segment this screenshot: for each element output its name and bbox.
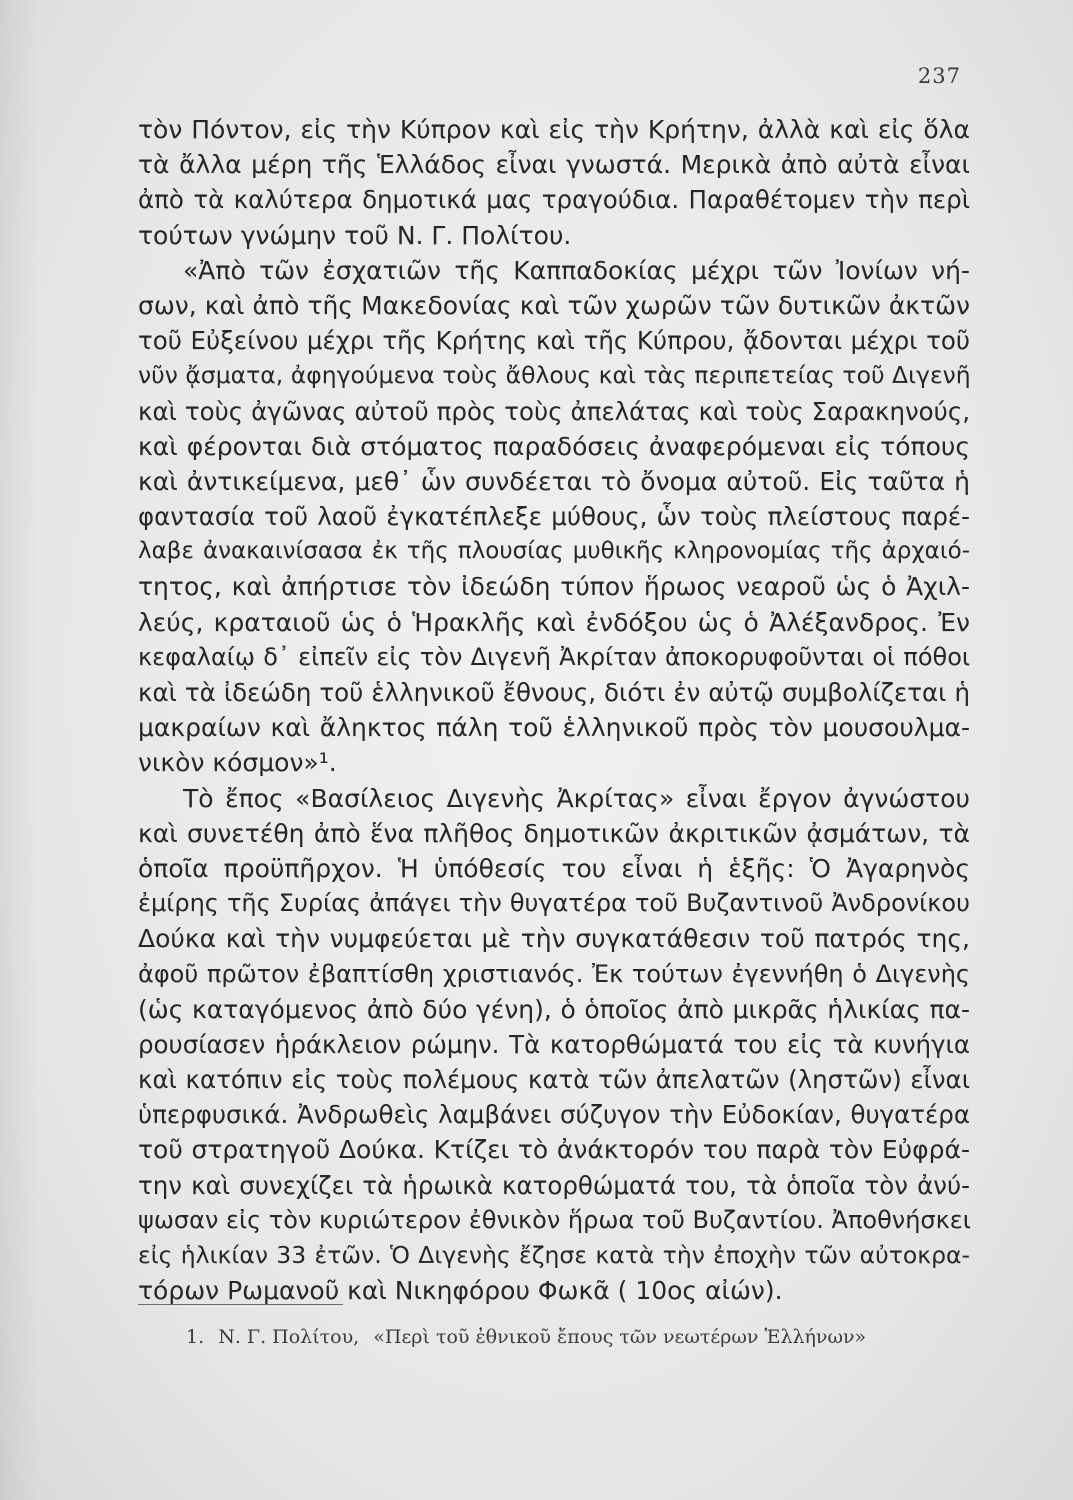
text-line: ρουσίασεν ἡράκλειον ρώμην. Τὰ κατορθώματά του εἰς τὰ κυνήγια — [138, 1029, 970, 1059]
text-line: Τὸ ἔπος «Βασίλειος Διγενὴς Ἀκρίτας» εἶναι ἔργον ἀγνώστου — [183, 783, 970, 813]
text-line: εἰς ἡλικίαν 33 ἐτῶν. Ὁ Διγενὴς ἔζησε κατὰ τὴν ἐποχὴν τῶν αὐτοκρα- — [138, 1241, 970, 1269]
text-line: καὶ φέρονται διὰ στόματος παραδόσεις ἀναφερόμεναι εἰς τόπους — [138, 431, 970, 461]
text-line: φαντασία τοῦ λαοῦ ἐγκατέπλεξε μύθους, ὧν τοὺς πλείστους παρέ- — [138, 502, 970, 532]
text-line: ὁποῖα προϋπῆρχον. Ἡ ὑπόθεσίς του εἶναι ἡ ἑξῆς: Ὁ Ἀγαρηνὸς — [138, 853, 970, 883]
footnote — [186, 1326, 866, 1348]
text-line: ὑπερφυσικά. Ἀνδρωθεὶς λαμβάνει σύζυγον τὴν Εὐδοκίαν, θυγατέρα — [138, 1100, 970, 1130]
text-line: καὶ ἀντικείμενα, μεθ᾽ ὧν συνδέεται τὸ ὄνομα αὐτοῦ. Εἰς ταῦτα ἡ — [138, 466, 970, 496]
body-text — [138, 112, 970, 1308]
text-line: λαβε ἀνακαινίσασα ἐκ τῆς πλουσίας μυθικῆς κληρονομίας τῆς ἀρχαιό- — [138, 538, 970, 565]
text-line: καὶ κατόπιν εἰς τοὺς πολέμους κατὰ τῶν ἀπελατῶν (ληστῶν) εἶναι — [138, 1065, 970, 1095]
text-line: ἀφοῦ πρῶτον ἐβαπτίσθη χριστιανός. Ἐκ τούτων ἐγεννήθη ὁ Διγενὴς — [138, 959, 970, 988]
text-line: τὰ ἄλλα μέρη τῆς Ἑλλάδος εἶναι γνωστά. Μερικὰ ἀπὸ αὐτὰ εἶναι — [138, 150, 970, 180]
text-line: τὸν Πόντον, εἰς τὴν Κύπρον καὶ εἰς τὴν Κρήτην, ἀλλὰ καὶ εἰς ὅλα — [138, 115, 970, 144]
text-line: καὶ συνετέθη ἀπὸ ἕνα πλῆθος δημοτικῶν ἀκριτικῶν ᾀσμάτων, τὰ — [138, 818, 970, 848]
footnote-author: Ν. Γ. Πολίτου, — [218, 1326, 360, 1348]
text-line: τοῦ Εὐξείνου μέχρι τῆς Κρήτης καὶ τῆς Κύπρου, ᾄδονται μέχρι τοῦ — [138, 326, 970, 356]
text-line: μακραίων καὶ ἄληκτος πάλη τοῦ ἑλληνικοῦ πρὸς τὸν μουσουλμα- — [138, 713, 970, 743]
text-line: τόρων Ρωμανοῦ καὶ Νικηφόρου Φωκᾶ ( 10ος αἰών). — [138, 1276, 783, 1306]
text-line: λεύς, κραταιοῦ ὡς ὁ Ἡρακλῆς καὶ ἐνδόξου ὡς ὁ Ἀλέξανδρος. Ἐν — [138, 607, 970, 637]
page-edge-shadow — [0, 0, 40, 1500]
text-line: σων, καὶ ἀπὸ τῆς Μακεδονίας καὶ τῶν χωρῶν τῶν δυτικῶν ἀκτῶν — [138, 290, 970, 320]
footnote-title: «Περὶ τοῦ ἐθνικοῦ ἔπους τῶν νεωτέρων Ἑλλήνων» — [373, 1326, 867, 1348]
text-line: καὶ τοὺς ἀγῶνας αὐτοῦ πρὸς τοὺς ἀπελάτας καὶ τοὺς Σαρακηνούς, — [138, 396, 970, 426]
text-line: ἐμίρης τῆς Συρίας ἀπάγει τὴν θυγατέρα τοῦ Βυζαντινοῦ Ἀνδρονίκου — [138, 889, 970, 918]
text-line: Δούκα καὶ τὴν νυμφεύεται μὲ τὴν συγκατάθεσιν τοῦ πατρός της, — [138, 924, 970, 954]
text-line: ἀπὸ τὰ καλύτερα δημοτικά μας τραγούδια. Παραθέτομεν τὴν περὶ — [138, 185, 970, 215]
text-line: την καὶ συνεχίζει τὰ ἡρωικὰ κατορθώματά του, τὰ ὁποῖα τὸν ἀνύ- — [138, 1170, 970, 1200]
text-line: τοῦ στρατηγοῦ Δούκα. Κτίζει τὸ ἀνάκτορόν του παρὰ τὸν Εὐφρά- — [138, 1135, 970, 1165]
footnote-number: 1. — [186, 1326, 205, 1348]
text-line: νικὸν κόσμον»¹. — [138, 748, 337, 778]
text-line: (ὡς καταγόμενος ἀπὸ δύο γένη), ὁ ὁποῖος ἀπὸ μικρᾶς ἡλικίας πα- — [138, 994, 970, 1024]
page-number: 237 — [917, 64, 961, 88]
text-line: ψωσαν εἰς τὸν κυριώτερον ἐθνικὸν ἥρωα τοῦ Βυζαντίου. Ἀποθνήσκει — [138, 1205, 971, 1234]
text-line: καὶ τὰ ἰδεώδη τοῦ ἑλληνικοῦ ἔθνους, διότι ἐν αὐτῷ συμβολίζεται ἡ — [138, 678, 970, 707]
text-line: «Ἀπὸ τῶν ἐσχατιῶν τῆς Καππαδοκίας μέχρι τῶν Ἰονίων νή- — [183, 255, 970, 285]
text-line: τούτων γνώμην τοῦ Ν. Γ. Πολίτου. — [138, 220, 572, 250]
text-line: νῦν ᾄσματα, ἀφηγούμενα τοὺς ἄθλους καὶ τὰς περιπετείας τοῦ Διγενῆ — [138, 361, 971, 390]
text-line: κεφαλαίῳ δ᾽ εἰπεῖν εἰς τὸν Διγενῆ Ἀκρίταν ἀποκορυφοῦνται οἱ πόθοι — [138, 642, 970, 671]
text-line: τητος, καὶ ἀπήρτισε τὸν ἰδεώδη τύπον ἥρωος νεαροῦ ὡς ὁ Ἀχιλ- — [138, 572, 970, 602]
footnote-divider — [138, 1304, 343, 1305]
